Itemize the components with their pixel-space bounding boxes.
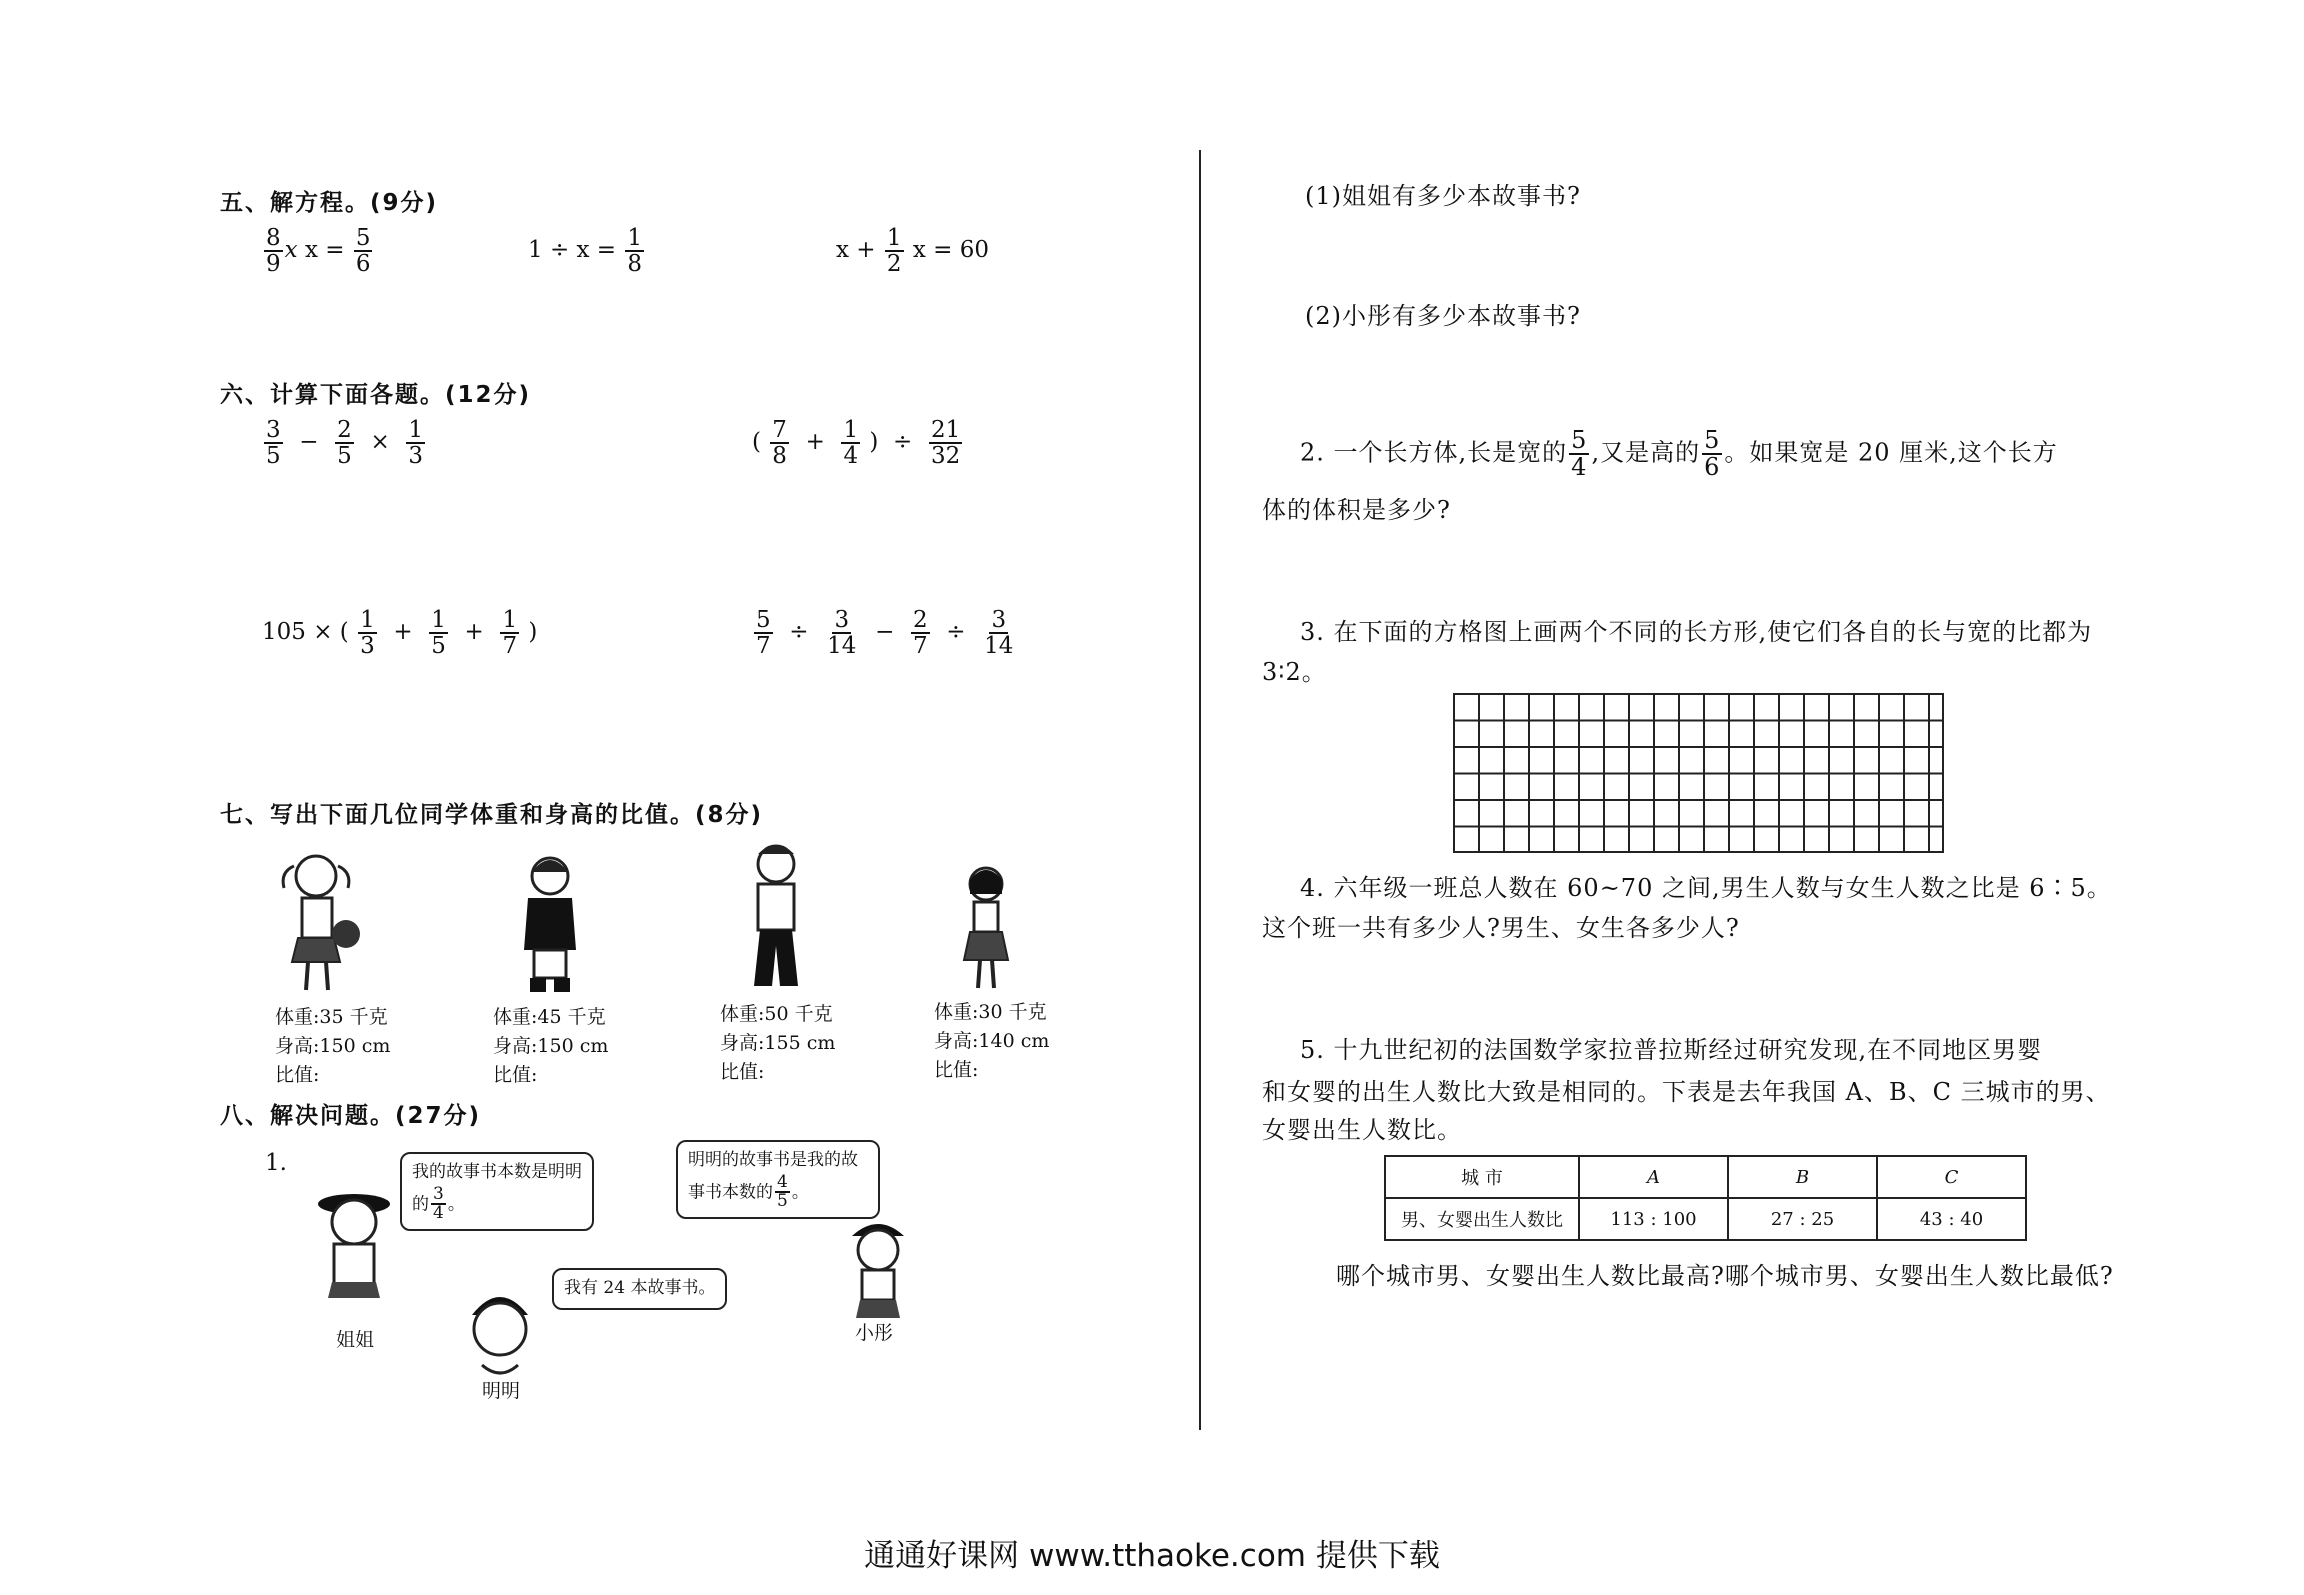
city-ratio-table bbox=[1384, 1155, 2027, 1241]
question-5-line2: 和女婴的出生人数比大致是相同的。下表是去年我国 A、B、C 三城市的男、 bbox=[1262, 1078, 2111, 1106]
section6-heading: 六、计算下面各题。(12分) bbox=[220, 382, 532, 408]
question-1-number: 1. bbox=[265, 1150, 287, 1176]
question-5-line1: 5. 十九世纪初的法国数学家拉普拉斯经过研究发现,在不同地区男婴 bbox=[1300, 1036, 2043, 1064]
girl-in-dress-figure bbox=[956, 864, 1016, 999]
calc-problem-3: 105 × ( $\frac{1}{3}$ + $\frac{1}{5}$ + $\frac{1}{7}$ ) bbox=[262, 607, 538, 660]
section5-heading: 五、解方程。(9分) bbox=[220, 190, 439, 216]
square-grid[interactable] bbox=[1453, 693, 1944, 853]
table-header-cell: C bbox=[1877, 1156, 2026, 1198]
name-sister: 姐姐 bbox=[336, 1329, 375, 1351]
calc-problem-1: $\frac{3}{5}$ − $\frac{2}{5}$ × $\frac{1}{3}$ bbox=[266, 417, 423, 470]
mingming-figure bbox=[460, 1285, 540, 1385]
question-1b: (2)小彤有多少本故事书? bbox=[1305, 302, 1581, 330]
student-2-data: 体重:45 千克 身高:150 cm 比值: bbox=[493, 1006, 609, 1086]
table-cell: 43 : 40 bbox=[1877, 1198, 2026, 1240]
table-cell: 113 : 100 bbox=[1579, 1198, 1728, 1240]
question-1a: (1)姐姐有多少本故事书? bbox=[1305, 182, 1581, 210]
student-3-data: 体重:50 千克 身高:155 cm 比值: bbox=[720, 1003, 836, 1083]
boy-in-suit-figure bbox=[510, 852, 590, 1000]
question-3-line1: 3. 在下面的方格图上画两个不同的长方形,使它们各自的长与宽的比都为 bbox=[1300, 618, 2093, 646]
question-4-line2: 这个班一共有多少人?男生、女生各多少人? bbox=[1262, 914, 1740, 942]
equation-3: x + $\frac{1}{2}$ x = 60 bbox=[836, 225, 989, 278]
name-mingming: 明明 bbox=[482, 1380, 521, 1402]
question-5-line3: 女婴出生人数比。 bbox=[1262, 1116, 1462, 1144]
equation-1: $\frac{8}{9}$ x x = $\frac{5}{6}$ bbox=[266, 225, 371, 278]
table-cell: 27 : 25 bbox=[1728, 1198, 1877, 1240]
calc-problem-4: $\frac{5}{7}$ ÷ $\frac{3}{14}$ − $\frac{2}{7}$ ÷ $\frac{3}{14}$ bbox=[756, 607, 1014, 660]
girl-with-toy-figure bbox=[268, 848, 378, 998]
section7-heading: 七、写出下面几位同学体重和身高的比值。(8分) bbox=[220, 802, 764, 828]
xiaotong-figure bbox=[838, 1214, 918, 1324]
sister-speech-bubble: 我的故事书本数是明明的 $\frac{3}{4}$ 。 bbox=[400, 1152, 594, 1231]
calc-problem-2: ( $\frac{7}{8}$ + $\frac{1}{4}$ ) ÷ $\frac{21}{32}$ bbox=[752, 417, 961, 470]
equation-2: 1 ÷ x = $\frac{1}{8}$ bbox=[528, 225, 643, 278]
question-2-line2: 体的体积是多少? bbox=[1262, 496, 1451, 524]
sister-figure bbox=[310, 1182, 400, 1312]
boy-with-glasses-figure bbox=[742, 840, 812, 1000]
question-3-line2: 3∶2。 bbox=[1262, 658, 1327, 686]
section8-heading: 八、解决问题。(27分) bbox=[220, 1103, 482, 1129]
question-5-question: 哪个城市男、女婴出生人数比最高?哪个城市男、女婴出生人数比最低? bbox=[1336, 1262, 2114, 1290]
name-xiaotong: 小彤 bbox=[855, 1322, 894, 1344]
table-header-cell: B bbox=[1728, 1156, 1877, 1198]
table-row-label: 男、女婴出生人数比 bbox=[1385, 1198, 1579, 1240]
table-header-cell: 城 市 bbox=[1385, 1156, 1579, 1198]
student-4-data: 体重:30 千克 身高:140 cm 比值: bbox=[934, 1001, 1050, 1081]
column-divider bbox=[1199, 150, 1201, 1430]
question-4-line1: 4. 六年级一班总人数在 60~70 之间,男生人数与女生人数之比是 6∶5。 bbox=[1300, 874, 2112, 902]
footer-credit[interactable]: 通通好课网 www.tthaoke.com 提供下载 bbox=[864, 1538, 1440, 1574]
table-row bbox=[1385, 1198, 2026, 1240]
table-header-row bbox=[1385, 1156, 2026, 1198]
table-header-cell: A bbox=[1579, 1156, 1728, 1198]
student-1-data: 体重:35 千克 身高:150 cm 比值: bbox=[275, 1006, 391, 1086]
mingming-speech-bubble: 我有 24 本故事书。 bbox=[552, 1268, 727, 1310]
xiaotong-speech-bubble: 明明的故事书是我的故事书本数的 $\frac{4}{5}$ 。 bbox=[676, 1140, 880, 1219]
question-2-line1: 2. 一个长方体,长是宽的 $\frac{5}{4}$ ,又是高的 $\frac{5}{6}$ 。如果宽是 20 厘米,这个长方 bbox=[1300, 426, 2058, 482]
